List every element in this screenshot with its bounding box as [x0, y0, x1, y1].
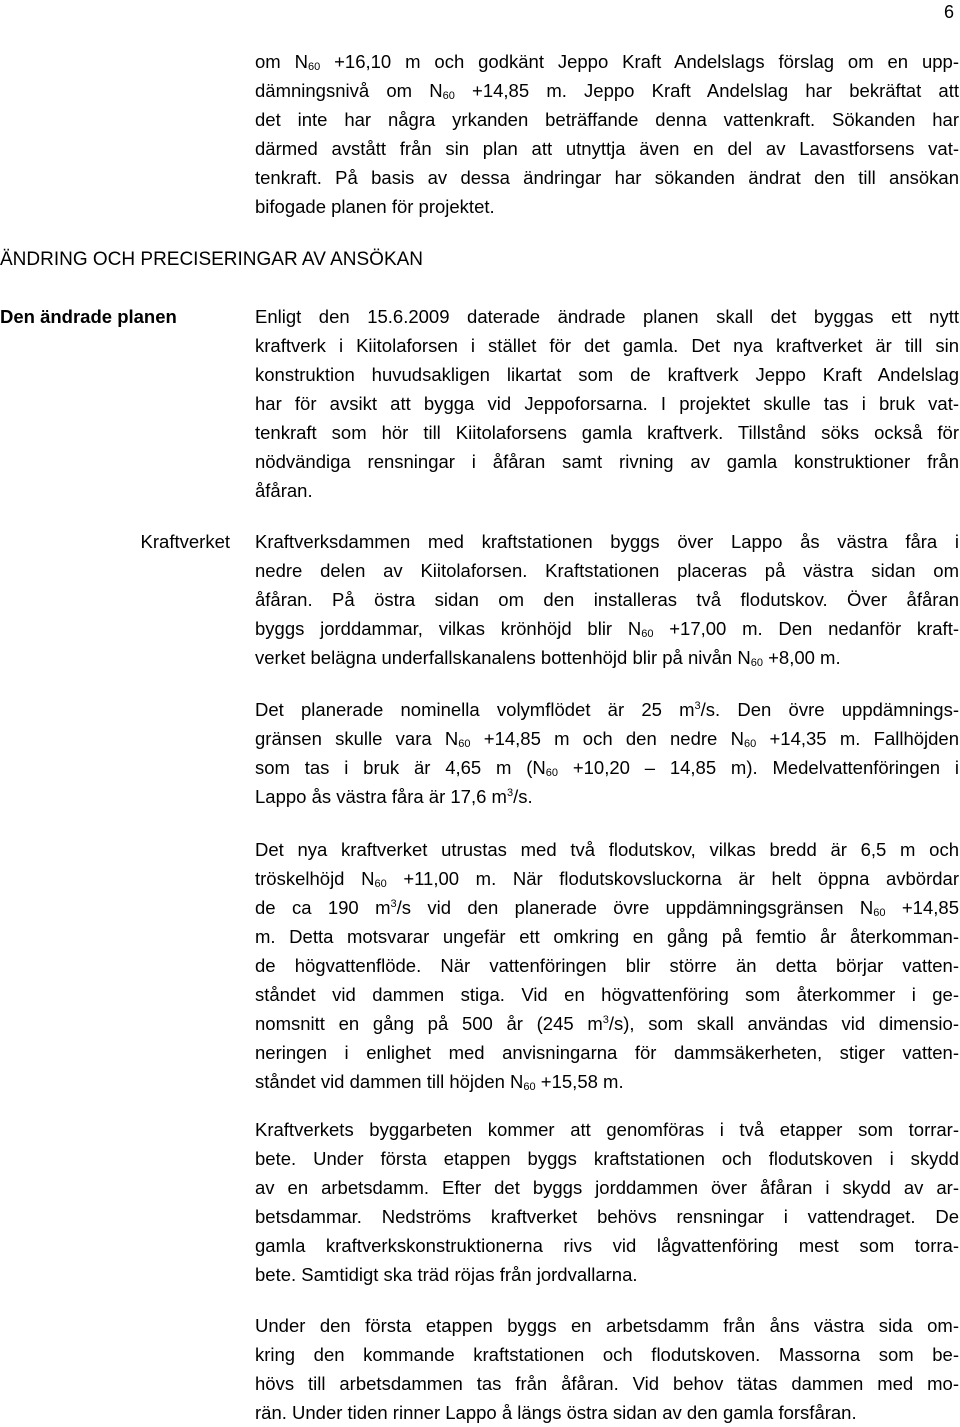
subscript: 60 — [641, 628, 654, 640]
changed-plan-paragraph — [255, 302, 959, 505]
side-label-changed-plan: Den ändrade planen — [0, 306, 177, 327]
text-line: Det nya kraftverket utrustas med två flodutskov, vilkas bredd är 6,5 m och — [255, 839, 959, 860]
text-line: kraftverk i Kiitolaforsen i stället för det gamla. Det nya kraftverket är till sin — [255, 335, 959, 356]
text-line: verket belägna underfallskanalens bottenhöjd blir på nivån $N_{60} +8,00$ m. — [255, 647, 841, 669]
text-line: Under den första etappen byggs en arbetsdamm från åns västra sida om- — [255, 1315, 959, 1336]
text-line: de ca 190 $m^3/s$ vid den planerade övre uppdämningsgränsen $N_{60} +14,85$ — [255, 897, 959, 919]
superscript: 3 — [390, 898, 397, 910]
subscript: 60 — [743, 738, 757, 750]
text-line: Kraftverkets byggarbeten kommer att genomföras i två etapper som torrar- — [255, 1119, 959, 1140]
text-line: bifogade planen för projektet. — [255, 196, 495, 217]
text-line: åfåran. På östra sidan om den installeras två flodutskov. Över åfåran — [255, 589, 959, 610]
text-line: dämningsnivå om $N_{60} +14,85$ m. Jeppo Kraft Andelslag har bekräftat att — [255, 80, 959, 102]
side-label-power-plant: Kraftverket — [140, 531, 230, 552]
power-plant-paragraph-5 — [255, 1311, 959, 1427]
text-line: hövs till arbetsdammen tas från åfåran. Vid behov tätas dammen med mo- — [255, 1373, 959, 1394]
text-line: m. Detta motsvarar ungefär ett omkring en gång på femtio år återkomman- — [255, 926, 959, 947]
text-line: Det planerade nominella volymflödet är 25 $m^3/s$. Den övre uppdämnings- — [255, 699, 960, 720]
subscript: 60 — [458, 738, 471, 750]
paragraph — [255, 527, 959, 672]
text-line: av en arbetsdamm. Efter det byggs jorddammen över åfåran i skydd av ar- — [255, 1177, 959, 1198]
power-plant-paragraph-4 — [255, 1115, 959, 1289]
subscript: 60 — [307, 61, 321, 73]
paragraph — [255, 47, 959, 221]
paragraph — [255, 835, 959, 1096]
text-line: gamla kraftverkskonstruktionerna rivs vid lågvattenföring mest som torra- — [255, 1235, 959, 1256]
text-line: ståndet vid dammen stiga. Vid en högvattenföring som återkommer i ge- — [255, 984, 959, 1005]
text-line: det inte har några yrkanden beträffande denna vattenkraft. Sökanden har — [255, 109, 959, 130]
text-line: ståndet vid dammen till höjden $N_{60} +15,58$ m. — [255, 1071, 624, 1093]
text-line: bete. Samtidigt ska träd röjas från jordvallarna. — [255, 1264, 638, 1285]
text-line: Enligt den 15.6.2009 daterade ändrade planen skall det byggas ett nytt — [255, 306, 959, 327]
power-plant-paragraph-1 — [255, 527, 959, 672]
paragraph — [255, 695, 959, 811]
superscript: 3 — [506, 787, 514, 799]
subscript: 60 — [374, 878, 387, 890]
text-line: neringen i enlighet med anvisningarna för dammsäkerheten, stiger vatten- — [255, 1042, 959, 1063]
section-heading: ÄNDRING OCH PRECISERINGAR AV ANSÖKAN — [0, 249, 424, 270]
text-line: bete. Under första etappen byggs kraftstationen och flodutskoven i skydd — [255, 1148, 959, 1169]
text-line: gränsen skulle vara $N_{60} +14,85$ m och den nedre $N_{60} +14,35$ m. Fallhöjden — [255, 728, 960, 750]
paragraph — [255, 302, 959, 505]
text-line: konstruktion huvudsakligen likartat som de kraftverk Jeppo Kraft Andelslag — [255, 364, 959, 385]
page-number: 6 — [943, 2, 954, 22]
text-line: som tas i bruk är 4,65 m ($N_{60} +10,20 - 14,85$ m). Medelvattenföringen i — [255, 757, 959, 779]
subscript: 60 — [873, 907, 886, 919]
text-line: om $N_{60} +16,10$ m och godkänt Jeppo Kraft Andelslags förslag om en upp- — [255, 51, 960, 73]
text-line: rän. Under tiden rinner Lappo å längs östra sidan av den gamla forsfåran. — [255, 1402, 857, 1423]
paragraph — [255, 1311, 959, 1427]
subscript: 60 — [442, 90, 455, 102]
text-line: därmed avstått från sin plan att utnyttja även en del av Lavastforsens vat- — [255, 138, 959, 159]
text-line: nomsnitt en gång på 500 år (245 $m^3/s$), som skall användas vid dimensio- — [255, 1013, 959, 1034]
text-line: har för avsikt att bygga vid Jeppoforsarna. I projektet skulle tas i bruk vat- — [255, 393, 959, 414]
power-plant-paragraph-3 — [255, 835, 959, 1096]
subscript: 60 — [523, 1081, 536, 1093]
subscript: 60 — [750, 657, 763, 669]
power-plant-paragraph-2 — [255, 695, 959, 811]
text-line: Lappo ås västra fåra är 17,6 $m^3/s$. — [255, 786, 533, 807]
text-line: Kraftverksdammen med kraftstationen byggs över Lappo ås västra fåra i — [255, 531, 959, 552]
subscript: 60 — [545, 767, 559, 779]
text-line: nödvändiga rensningar i åfåran samt rivning av gamla konstruktioner från — [255, 451, 959, 472]
intro-paragraph — [255, 47, 959, 221]
text-line: åfåran. — [255, 480, 313, 501]
text-line: betsdammar. Nedströms kraftverket behövs rensningar i vattendraget. De — [255, 1206, 959, 1227]
paragraph — [255, 1115, 959, 1289]
superscript: 3 — [694, 700, 701, 712]
text-line: nedre delen av Kiitolaforsen. Kraftstationen placeras på västra sidan om — [255, 560, 959, 581]
text-line: de högvattenflöde. När vattenföringen blir större än detta börjar vatten- — [255, 955, 959, 976]
text-line: tröskelhöjd $N_{60} +11,00$ m. När flodutskovsluckorna är helt öppna avbördar — [255, 868, 959, 890]
text-line: tenkraft som hör till Kiitolaforsens gamla kraftverk. Tillstånd söks också för — [255, 422, 959, 443]
text-line: byggs jorddammar, vilkas krönhöjd blir $N_{60} +17,00$ m. Den nedanför kraft- — [255, 618, 959, 640]
superscript: 3 — [602, 1014, 609, 1026]
text-line: kring den kommande kraftstationen och flodutskoven. Massorna som be- — [255, 1344, 959, 1365]
text-line: tenkraft. På basis av dessa ändringar har sökanden ändrat den till ansökan — [255, 167, 959, 188]
